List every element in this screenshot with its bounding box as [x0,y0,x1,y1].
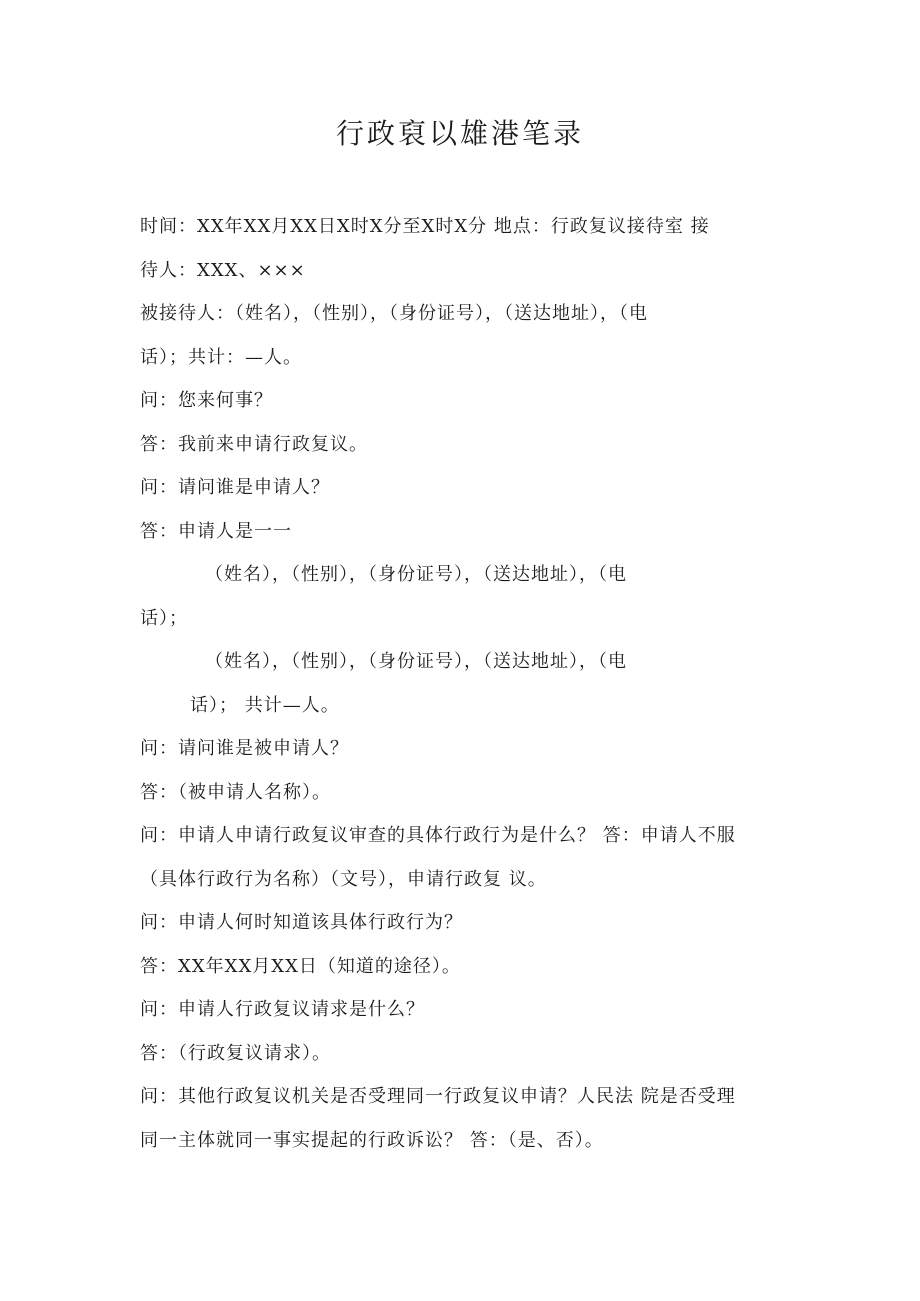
text-line: 待人：XXX、××× [140,260,306,281]
text-line: 被接待人：（姓名），（性别），（身份证号），（送达地址），（电 [140,303,648,324]
answer-line: 答：我前来申请行政复议。 [140,434,368,455]
text-line: 话）；共计：—人。 [140,347,302,368]
question-line: 问：申请人行政复议请求是什么？ [140,999,425,1020]
question-line: 问：请问谁是申请人？ [140,477,330,498]
text-line: 话）； [140,608,188,629]
text-line: 时间：XX年XX月XX日X时X分至X时X分 地点：行政复议接待室 接 [140,216,710,237]
answer-line: 答：（行政复议请求）。 [140,1043,331,1064]
answer-line: 答：（被申请人名称）。 [140,782,331,803]
question-line: 问：申请人何时知道该具体行政行为？ [140,912,463,933]
text-line: 话）； 共计—人。 [190,695,340,716]
text-line: 同一主体就同一事实提起的行政诉讼？ 答：（是、否）。 [140,1130,604,1151]
text-line: （姓名），（性别），（身份证号），（送达地址），（电 [205,564,627,585]
text-line: （具体行政行为名称）（文号），申请行政复 议。 [140,869,547,890]
document-title: 行政裒以雄港笔录 [335,117,584,150]
answer-line: 答：XX年XX月XX日（知道的途径）。 [140,956,461,977]
question-line: 问：请问谁是被申请人？ [140,738,349,759]
answer-line: 答：申请人是一一 [140,521,292,542]
question-line: 问：申请人申请行政复议审查的具体行政行为是什么？ 答：申请人不服 [140,825,736,846]
question-line: 问：其他行政复议机关是否受理同一行政复议申请？人民法 院是否受理 [140,1086,736,1107]
text-line: （姓名），（性别），（身份证号），（送达地址），（电 [205,651,627,672]
question-line: 问：您来何事？ [140,390,273,411]
